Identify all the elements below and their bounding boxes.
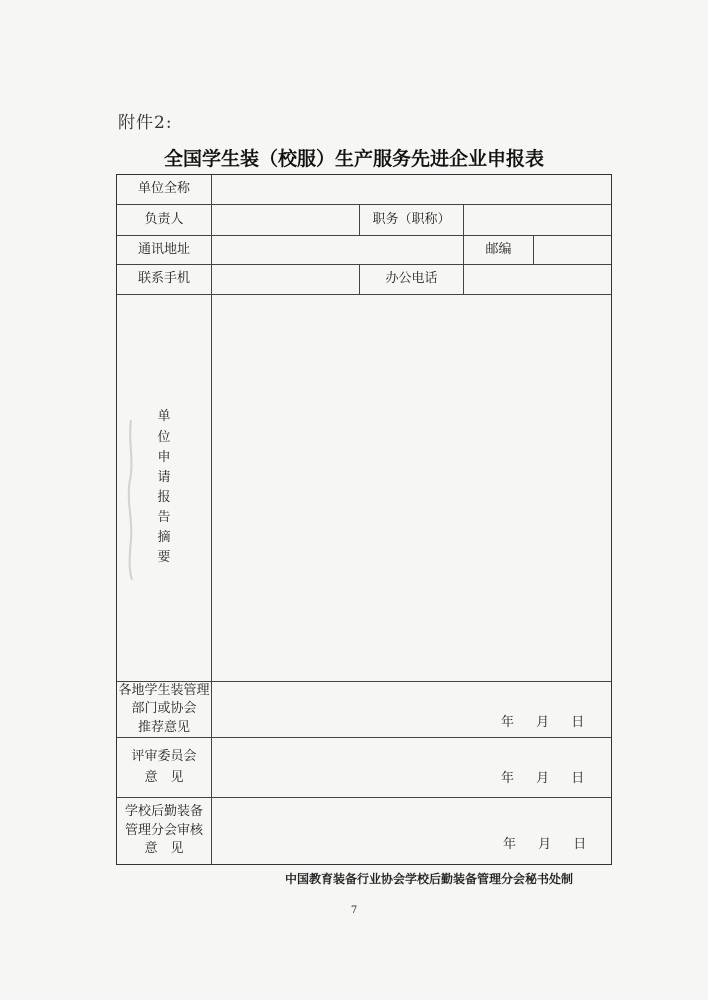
postcode-label: 邮编 (485, 241, 512, 257)
summary-label-char: 报 (157, 490, 171, 505)
mobile-field[interactable] (212, 265, 359, 294)
attachment-label: 附件2: (118, 113, 173, 133)
address-label: 通讯地址 (137, 241, 190, 257)
form-title: 全国学生装（校服）生产服务先进企业申报表 (163, 148, 544, 170)
local-recommendation-date: 年 月 日 (501, 715, 585, 730)
committee-opinion-label (117, 738, 211, 797)
issuer-footer: 中国教育装备行业协会学校后勤装备管理分会秘书处制 (284, 872, 573, 886)
summary-label-char: 申 (157, 449, 171, 465)
application-form-table (116, 174, 612, 865)
office-phone-label: 办公电话 (385, 271, 438, 287)
branch-review-date: 年 月 日 (503, 837, 587, 852)
summary-label-char: 位 (157, 429, 171, 445)
committee-opinion-label-line: 评审委员会 (131, 748, 197, 764)
summary-label-char: 单 (157, 409, 171, 425)
local-recommendation-label-line: 各地学生装管理 (118, 683, 210, 699)
summary-label-char: 请 (157, 469, 171, 485)
postcode-field[interactable] (534, 236, 611, 264)
local-recommendation-label-line: 推荐意见 (137, 719, 190, 735)
position-label: 职务（职称） (372, 211, 451, 227)
local-recommendation-label-line: 部门或协会 (131, 701, 197, 717)
summary-label-char: 摘 (157, 530, 171, 546)
office-phone-field[interactable] (464, 265, 611, 294)
summary-label-char: 要 (157, 550, 171, 566)
local-recommendation-label (117, 682, 211, 737)
summary-label-char: 告 (157, 510, 171, 526)
scan-artifact (126, 420, 136, 580)
branch-review-field[interactable] (212, 798, 611, 864)
branch-review-label (117, 798, 211, 864)
unit-name-field[interactable] (212, 175, 611, 204)
committee-opinion-label-line: 意 见 (144, 769, 184, 785)
branch-review-label-line: 学校后勤装备 (124, 803, 203, 819)
page-number: 7 (350, 905, 358, 916)
mobile-label: 联系手机 (137, 271, 190, 287)
branch-review-label-line: 意 见 (144, 841, 184, 857)
unit-name-label: 单位全称 (137, 181, 190, 197)
branch-review-label-line: 管理分会审核 (124, 822, 203, 838)
address-field[interactable] (212, 236, 463, 264)
person-in-charge-field[interactable] (212, 205, 359, 235)
application-summary-field[interactable] (212, 295, 611, 681)
committee-opinion-date: 年 月 日 (501, 771, 585, 786)
person-in-charge-label: 负责人 (144, 211, 184, 227)
position-field[interactable] (464, 205, 611, 235)
